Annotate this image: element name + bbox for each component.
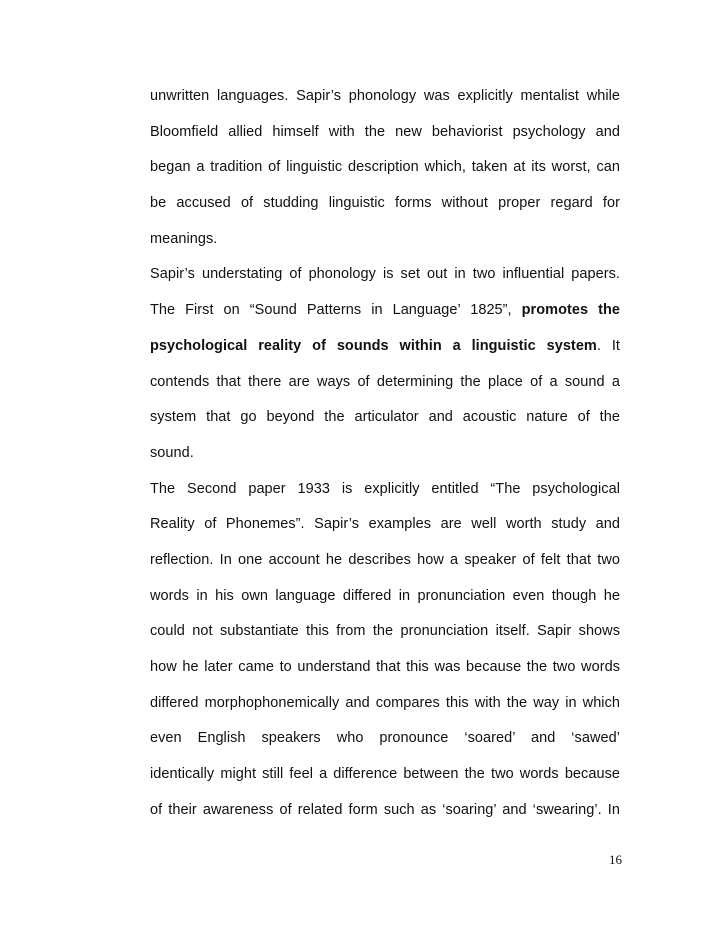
body-text [150, 84, 620, 833]
text-line: of their awareness of related form such as ‘soaring’ and ‘swearing’. In [150, 801, 620, 818]
text-line: even English speakers who pronounce ‘soared’ and ‘sawed’ [150, 730, 620, 747]
text-line: identically might still feel a difference between the two words because [150, 766, 620, 783]
text-line: The Second paper 1933 is explicitly entitled “The psychological [150, 480, 620, 497]
text-line: Reality of Phonemes”. Sapir’s examples are well worth study and [150, 516, 620, 533]
text-line: reflection. In one account he describes how a speaker of felt that two [150, 551, 620, 568]
text-line: sound. [150, 444, 194, 461]
text-line [150, 334, 620, 370]
text-line: unwritten languages. Sapir’s phonology was explicitly mentalist while [150, 88, 620, 104]
text-line: Bloomfield allied himself with the new behaviorist psychology and [150, 123, 620, 140]
text-run: . It [596, 337, 620, 354]
text-line: could not substantiate this from the pronunciation itself. Sapir shows [150, 623, 620, 640]
text-line: words in his own language differed in pronunciation even though he [150, 587, 620, 604]
bold-text-run: psychological reality of sounds within a linguistic system [150, 337, 597, 354]
text-line [150, 298, 620, 334]
page-number: 16 [609, 852, 622, 867]
text-line: meanings. [150, 230, 218, 247]
text-line: began a tradition of linguistic description which, taken at its worst, can [150, 159, 620, 176]
text-run: The First on “Sound Patterns in Language’ 1825”, [150, 302, 522, 319]
text-line: be accused of studding linguistic forms without proper regard for [150, 195, 620, 212]
text-line: contends that there are ways of determining the place of a sound a [150, 373, 620, 390]
text-line: system that go beyond the articulator and acoustic nature of the [150, 409, 620, 426]
text-line: differed morphophonemically and compares this with the way in which [150, 694, 620, 711]
text-line: Sapir’s understating of phonology is set out in two influential papers. [150, 266, 620, 283]
bold-text-run: promotes the [521, 302, 620, 319]
text-line: how he later came to understand that this was because the two words [150, 659, 620, 675]
